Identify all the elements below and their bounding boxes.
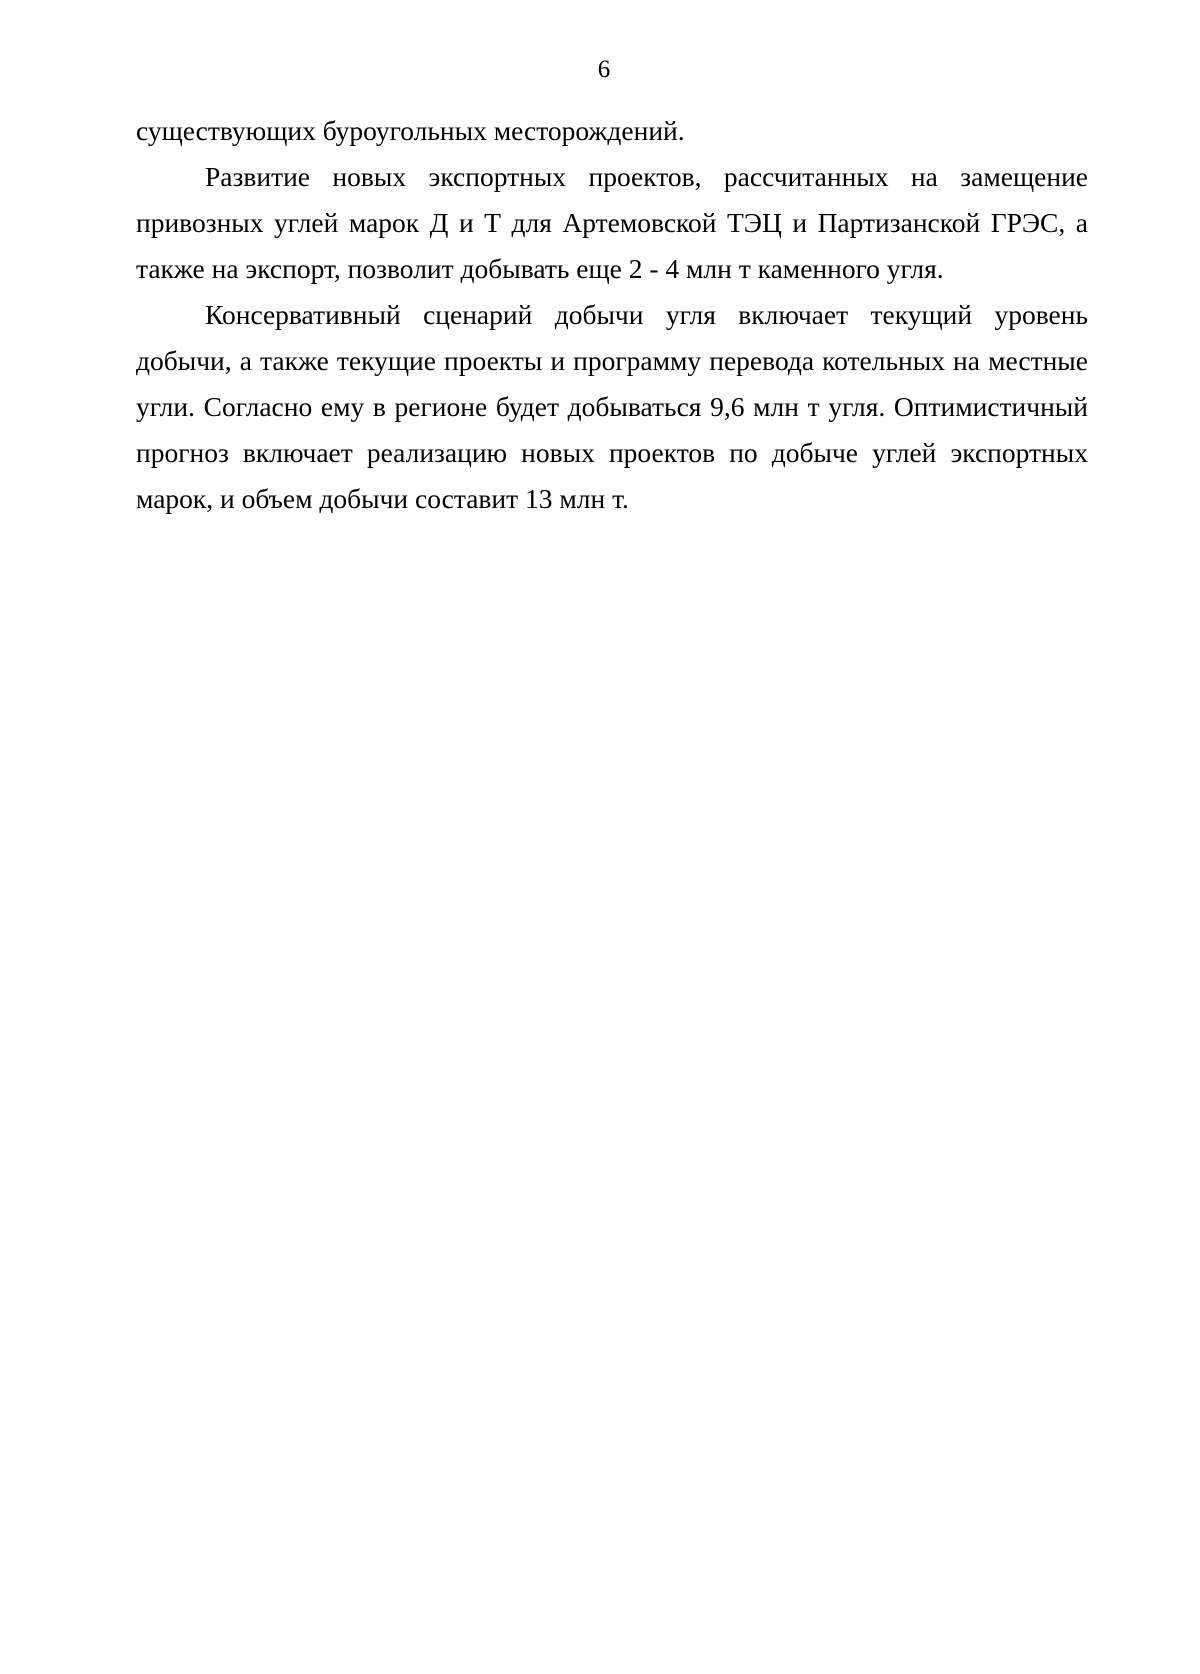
page-number: 6 [597, 56, 611, 83]
document-body [136, 108, 1088, 522]
paragraph-scenarios: Консервативный сценарий добычи угля включает текущий уровень добычи, а также текущие проекты и программу перевода котельных на местные угли. Согласно ему в регионе будет добываться 9,6 млн т угля. Оптимистичный прогноз включает реализацию новых проектов по добыче углей экспортных марок, и объем добычи составит 13 млн т. [136, 299, 1088, 514]
paragraph-export-projects: Развитие новых экспортных проектов, рассчитанных на замещение привозных углей марок Д и Т для Артемовской ТЭЦ и Партизанской ГРЭС, а также на экспорт, позволит добывать еще 2 - 4 млн т каменного угля. [136, 161, 1088, 284]
paragraph-continuation: существующих буроугольных месторождений. [136, 115, 685, 146]
